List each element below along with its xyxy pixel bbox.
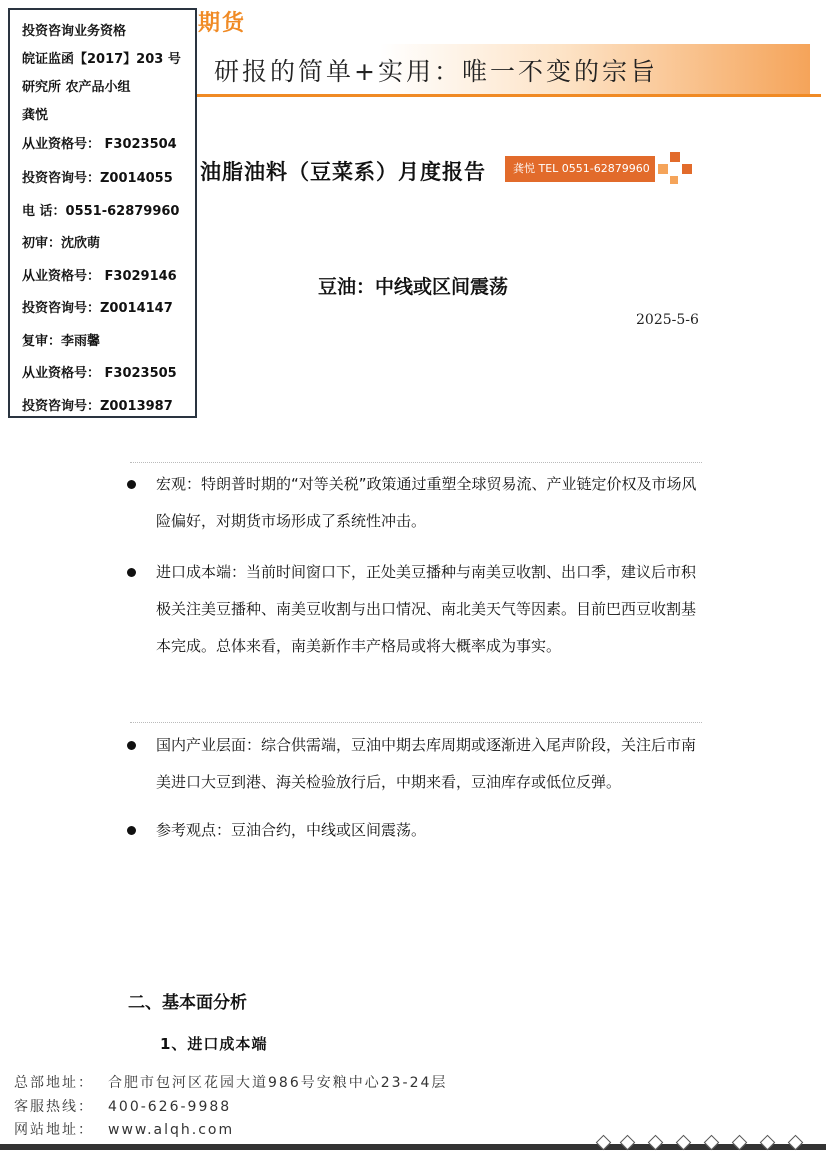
bullet-text-import-cost: 进口成本端：当前时间窗口下，正处美豆播种与南美豆收割、出口季，建议后市积极关注美豆播种、南美豆收割与出口情况、南北美天气等因素。目前巴西豆收割基本完成。总体来看，南美新作丰产格局或将大概率成为事实。 bbox=[156, 563, 697, 655]
divider bbox=[130, 722, 702, 723]
footer-site-value: www.alqh.com bbox=[108, 1122, 235, 1138]
bullet-text-domestic: 国内产业层面：综合供需端，豆油中期去库周期或逐渐进入尾声阶段，关注后市南美进口大豆到港、海关检验放行后，中期来看，豆油库存或低位反弹。 bbox=[156, 736, 697, 791]
report-title: 油脂油料（豆菜系）月度报告 bbox=[200, 160, 486, 184]
info-line: 复审：李雨馨 bbox=[22, 334, 101, 349]
footer-bar bbox=[0, 1144, 826, 1150]
bullet-text-macro: 宏观：特朗普时期的“对等关税”政策通过重塑全球贸易流、产业链定价权及市场风险偏好，对期货市场形成了系统性冲击。 bbox=[156, 475, 697, 530]
info-line: 皖证监函【2017】203 号 bbox=[22, 52, 181, 67]
footer-site bbox=[14, 1119, 234, 1139]
info-line: 投资咨询号：Z0013987 bbox=[22, 399, 173, 414]
analyst-info-box bbox=[8, 8, 197, 418]
footer-site-label: 网站地址： bbox=[14, 1122, 94, 1138]
info-line: 从业资格号： F3029146 bbox=[22, 269, 177, 284]
divider bbox=[130, 462, 702, 463]
bullet-dot bbox=[127, 741, 136, 750]
info-line: 初审：沈欣萌 bbox=[22, 236, 101, 251]
decor-square bbox=[682, 164, 692, 174]
info-line: 电 话：0551-62879960 bbox=[22, 204, 180, 219]
info-line: 研究所 农产品小组 bbox=[22, 80, 131, 95]
document-title: 豆油：中线或区间震荡 bbox=[317, 276, 508, 298]
footer-hotline-value: 400-626-9988 bbox=[108, 1099, 232, 1115]
info-line: 龚悦 bbox=[22, 108, 49, 123]
bullet-text-view: 参考观点：豆油合约，中线或区间震荡。 bbox=[156, 821, 427, 839]
decor-square bbox=[670, 176, 678, 184]
section-heading: 二、基本面分析 bbox=[128, 993, 247, 1013]
footer-hotline-label: 客服热线： bbox=[14, 1099, 94, 1115]
slogan-underline bbox=[196, 94, 821, 97]
info-line: 从业资格号： F3023504 bbox=[22, 137, 177, 152]
footer-address-label: 总部地址： bbox=[14, 1075, 94, 1091]
footer-address-value: 合肥市包河区花园大道986号安粮中心23-24层 bbox=[108, 1075, 448, 1091]
bullet-dot bbox=[127, 826, 136, 835]
decor-square bbox=[670, 152, 680, 162]
document-date: 2025-5-6 bbox=[636, 312, 699, 328]
footer-hotline bbox=[14, 1096, 231, 1116]
info-line: 投资咨询业务资格 bbox=[22, 24, 127, 39]
info-line: 投资咨询号：Z0014055 bbox=[22, 171, 173, 186]
info-line: 从业资格号： F3023505 bbox=[22, 366, 177, 381]
info-line: 投资咨询号：Z0014147 bbox=[22, 301, 173, 316]
slogan-text: 研报的简单+实用：唯一不变的宗旨 bbox=[214, 57, 658, 86]
decor-square bbox=[658, 164, 668, 174]
footer-address bbox=[14, 1072, 447, 1092]
bullet-dot bbox=[127, 480, 136, 489]
subsection-heading: 1、进口成本端 bbox=[160, 1035, 268, 1053]
bullet-dot bbox=[127, 568, 136, 577]
brand-logo-text: 期货 bbox=[198, 11, 247, 36]
contact-strip: 龚悦 TEL 0551-62879960 bbox=[505, 156, 655, 182]
